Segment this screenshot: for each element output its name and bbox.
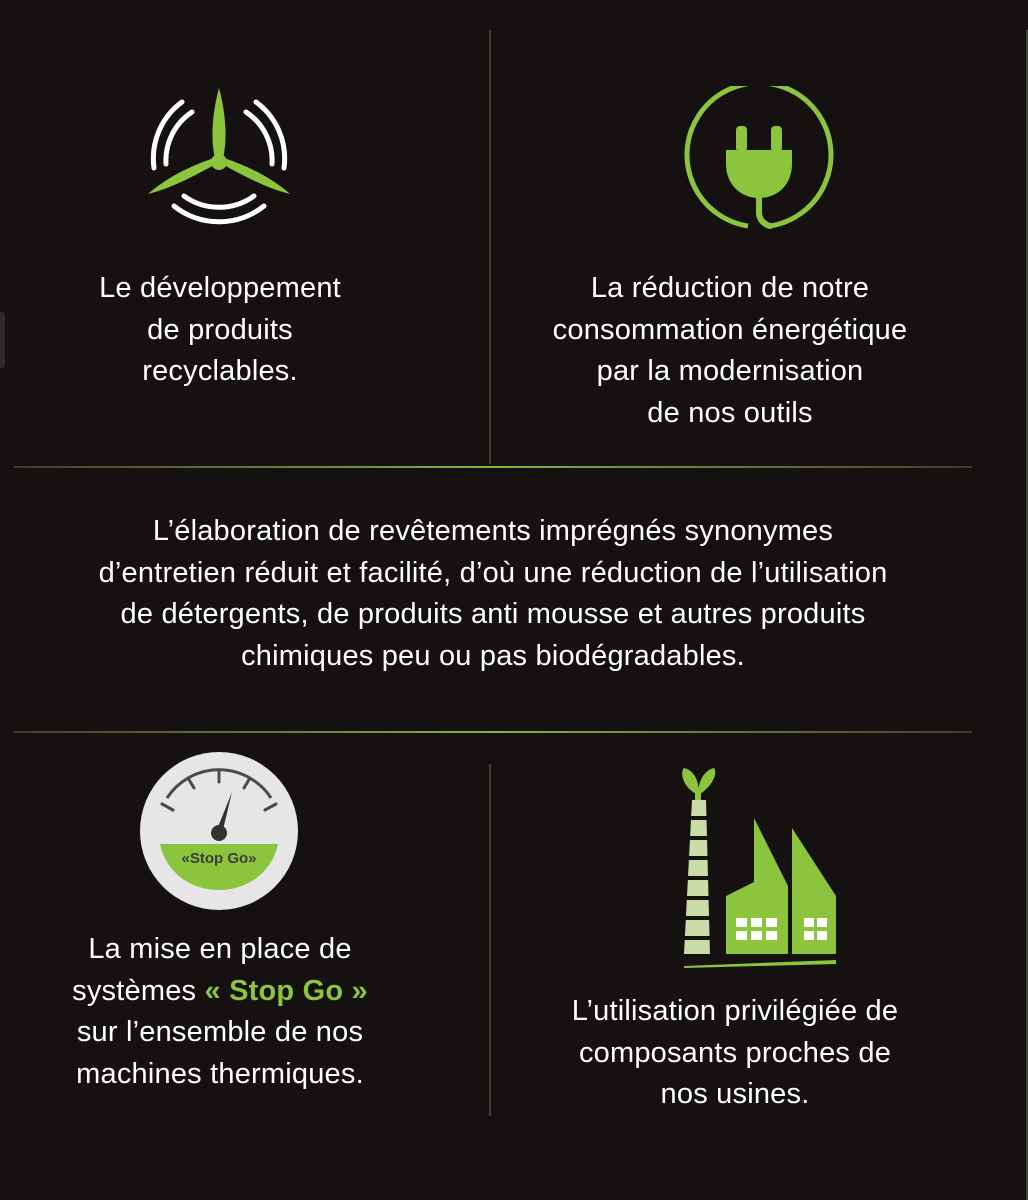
text-line: par la modernisation (596, 355, 864, 387)
divider-vertical-top (489, 30, 491, 464)
text-line (20, 971, 420, 1013)
text-line: La réduction de notre (590, 272, 870, 304)
speedometer-icon (140, 752, 298, 910)
text-fragment: systèmes (72, 974, 205, 1007)
eco-factory-icon (678, 766, 842, 970)
text-line: de détergents, de produits anti mousse et autres produits (120, 598, 866, 630)
panel-stopgo-text (20, 929, 420, 1095)
divider-vertical-bottom (489, 764, 491, 1116)
gauge-label: «Stop Go» (181, 850, 257, 867)
panel-energy-text (530, 268, 930, 434)
text-line: recyclables. (142, 355, 298, 387)
text-line: composants proches de (578, 1036, 892, 1069)
text-line: de nos outils (647, 396, 813, 429)
text-line: sur l’ensemble de nos (76, 1016, 364, 1048)
panel-coatings-text (14, 511, 972, 677)
divider-horizontal-top (14, 466, 972, 468)
text-line: L’utilisation privilégiée de (571, 995, 899, 1027)
panel-recyclable-text (40, 268, 400, 393)
text-line: Le développement (99, 272, 341, 304)
text-line: consommation énergétique (552, 313, 908, 346)
wind-turbine-icon (144, 84, 294, 230)
left-edge-tab (0, 312, 5, 368)
text-line: d’entretien réduit et facilité, d’où une réduction de l’utilisation (98, 556, 888, 589)
panel-local-text (515, 991, 955, 1116)
text-line: nos usines. (660, 1078, 810, 1110)
text-line: L’élaboration de revêtements imprégnés synonymes (152, 515, 834, 547)
text-line: La mise en place de (88, 933, 352, 965)
power-plug-icon (684, 86, 834, 232)
stop-go-highlight: « Stop Go » (204, 974, 368, 1007)
divider-horizontal-bottom (14, 731, 972, 733)
text-line: machines thermiques. (76, 1057, 364, 1090)
text-line: chimiques peu ou pas biodégradables. (241, 639, 745, 672)
text-line: de produits (147, 313, 293, 346)
